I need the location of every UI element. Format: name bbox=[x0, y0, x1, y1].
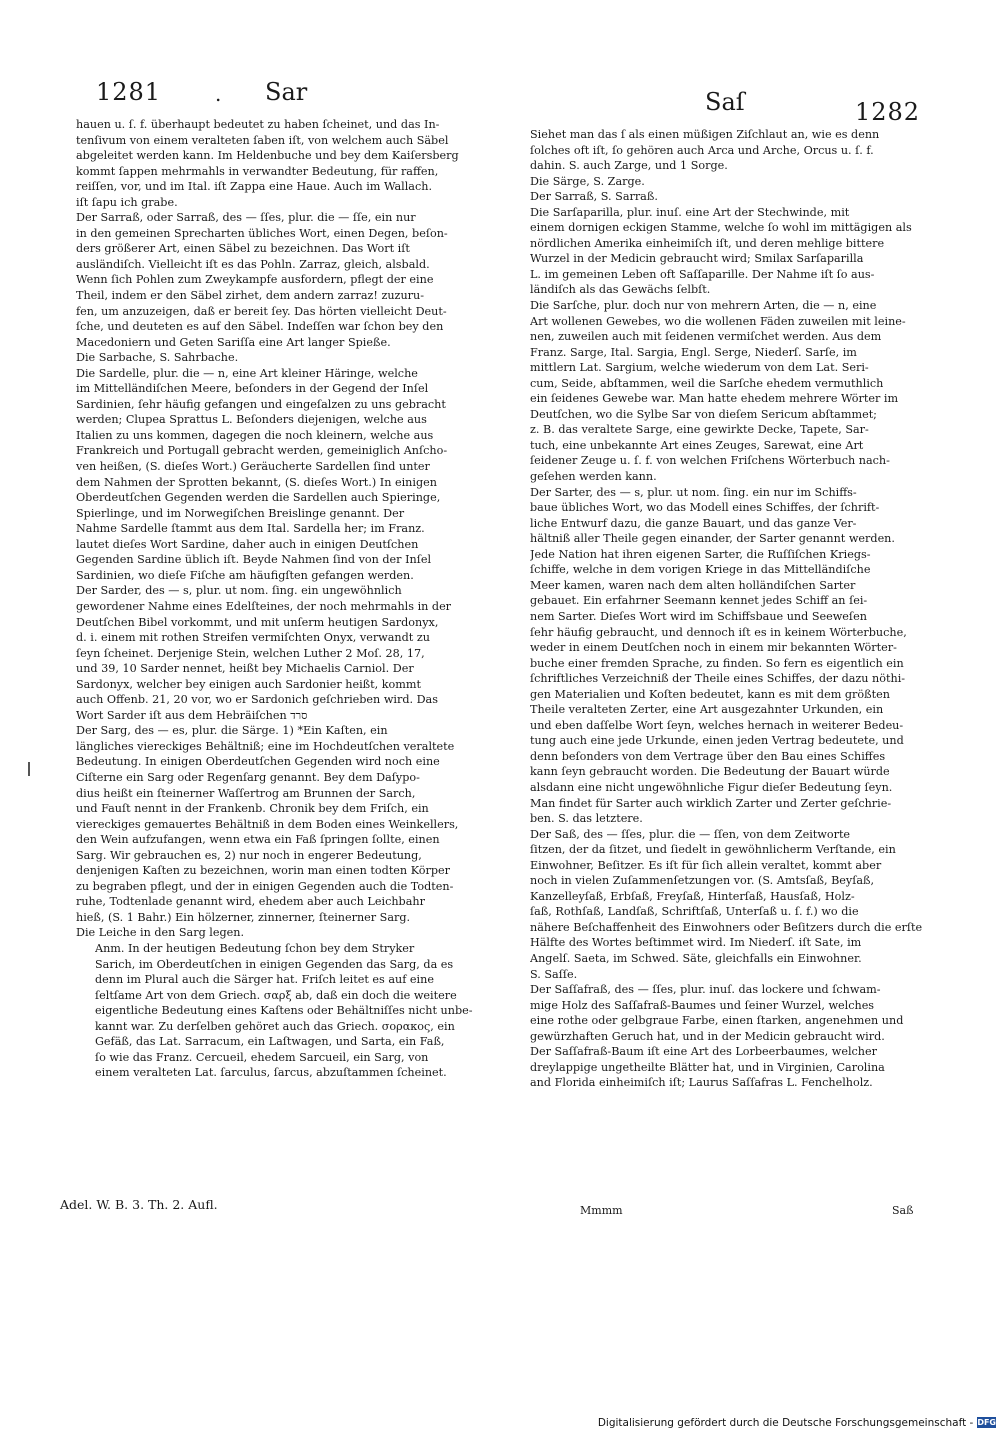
text-line: dahin. S. auch Zarge, und 1 Sorge. bbox=[530, 159, 728, 173]
text-line: gewürzhaften Geruch hat, und in der Medicin gebraucht wird. bbox=[530, 1029, 885, 1043]
funding-bar bbox=[597, 1413, 1000, 1432]
text-line: reiſſen, vor, und im Ital. iſt Zappa eine Haue. Auch im Wallach. bbox=[76, 180, 433, 194]
left-page-number: 1281 bbox=[96, 78, 162, 106]
text-line: hältniß aller Theile gegen einander, der Sarter genannt werden. bbox=[530, 532, 895, 546]
text-line: baue übliches Wort, wo das Modell eines Schiffes, der ſchrift- bbox=[530, 501, 880, 515]
dfg-logo-icon: DFG bbox=[977, 1418, 996, 1427]
dictionary-entry bbox=[76, 723, 526, 941]
text-line: ſolches oft iſt, ſo gehören auch Arca und Arche, Orcus u. ſ. f. bbox=[530, 143, 874, 157]
text-line: und eben daſſelbe Wort ſeyn, welches hernach in weiterer Bedeu- bbox=[530, 718, 904, 732]
text-line: ſeltſame Art von dem Griech. σαρξ ab, daß ein doch die weitere bbox=[95, 988, 457, 1002]
text-line: einem veralteten Lat. ſarculus, ſarcus, abzuſtammen ſcheinet. bbox=[95, 1066, 447, 1080]
dictionary-entry bbox=[76, 117, 526, 210]
text-line: weder in einem Deutſchen noch in einem mir bekannten Wörter- bbox=[530, 641, 897, 655]
text-line: and Florida einheimiſch iſt; Laurus Saſſafras L. Fenchelholz. bbox=[530, 1076, 873, 1090]
text-line: abgeleitet werden kann. Im Heldenbuche und bey dem Kaiſersberg bbox=[76, 149, 459, 163]
text-line: alsdann eine nicht ungewöhnliche Figur dieſer Bedeutung ſeyn. bbox=[530, 780, 893, 794]
text-line: Der Sarter, des — s, plur. ut nom. ſing. ein nur im Schiffs- bbox=[530, 485, 857, 499]
text-line: Gefäß, das Lat. Sarracum, ein Laſtwagen, und Sarta, ein Faß, bbox=[95, 1035, 445, 1049]
text-line: ſitzen, der da ſitzet, und ſiedelt in gewöhnlicherm Verſtande, ein bbox=[530, 843, 896, 857]
dictionary-entry bbox=[76, 350, 526, 366]
text-line: Oberdeutſchen Gegenden werden die Sardellen auch Spieringe, bbox=[76, 491, 441, 505]
text-line: denn im Plural auch die Särger hat. Friſch leitet es auf eine bbox=[95, 973, 434, 987]
text-line: Gegenden Sardine üblich iſt. Beyde Nahmen ſind von der Inſel bbox=[76, 553, 432, 567]
text-line: tenſivum von einem veralteten ſaben iſt, von welchem auch Säbel bbox=[76, 133, 449, 147]
text-line: noch in vielen Zuſammenſetzungen vor. (S. Amtsſaß, Beyſaß, bbox=[530, 874, 875, 888]
text-line: ſaß, Rothſaß, Landſaß, Schriftſaß, Unterſaß u. ſ. f.) wo die bbox=[530, 905, 859, 919]
text-line: L. im gemeinen Leben oft Saſſaparille. Der Nahme iſt ſo aus- bbox=[530, 267, 875, 281]
dictionary-entry bbox=[76, 583, 526, 723]
text-line: ſeyn ſcheinet. Derjenige Stein, welchen Luther 2 Moſ. 28, 17, bbox=[76, 646, 425, 660]
text-line: nähere Beſchaffenheit des Einwohners oder Beſitzers durch die erſte bbox=[530, 920, 923, 934]
text-line: und 39, 10 Sarder nennet, heißt bey Michaelis Carniol. Der bbox=[76, 662, 414, 676]
text-line: gebauet. Ein erfahrner Seemann kennet jedes Schiff an ſei- bbox=[530, 594, 868, 608]
text-line: Franz. Sarge, Ital. Sargia, Engl. Serge, Niederſ. Sarſe, im bbox=[530, 345, 857, 359]
text-line: Der Sarraß, oder Sarraß, des — ſſes, plur. die — ſſe, ein nur bbox=[76, 211, 416, 225]
dictionary-entry bbox=[530, 127, 938, 174]
text-line: nen, zuweilen auch mit ſeidenen vermiſchet werden. Aus dem bbox=[530, 330, 882, 344]
text-line: Sarich, im Oberdeutſchen in einigen Gegenden das Sarg, da es bbox=[95, 957, 454, 971]
text-line: eigentliche Bedeutung eines Kaſtens oder Behältniſſes nicht unbe- bbox=[95, 1004, 473, 1018]
left-header-keyword: Sar bbox=[265, 78, 308, 106]
dictionary-entry bbox=[530, 982, 938, 1091]
dictionary-entry bbox=[530, 189, 938, 205]
text-line: gen Materialien und Koſten bedeutet, kann es mit dem größten bbox=[530, 687, 890, 701]
text-line: auch Offenb. 21, 20 vor, wo er Sardonich geſchrieben wird. Das bbox=[76, 693, 438, 707]
dictionary-entry bbox=[530, 485, 938, 827]
dictionary-entry bbox=[530, 298, 938, 485]
text-line: Ciſterne ein Sarg oder Regenſarg genannt. Bey dem Daſypo- bbox=[76, 770, 420, 784]
text-line: Hälfte des Wortes beſtimmet wird. Im Niederſ. iſt Sate, im bbox=[530, 936, 862, 950]
text-line: dreylappige ungetheilte Blätter hat, und in Virginien, Carolina bbox=[530, 1060, 885, 1074]
footer-signature: Adel. W. B. 3. Th. 2. Aufl. bbox=[60, 1197, 218, 1212]
text-line: Die Sarſche, plur. doch nur von mehrern Arten, die — n, eine bbox=[530, 299, 877, 313]
text-line: Sardonyx, welcher bey einigen auch Sardonier heißt, kommt bbox=[76, 677, 421, 691]
text-line: Nahme Sardelle ſtammt aus dem Ital. Sardella her; im Franz. bbox=[76, 522, 425, 536]
text-line: Wenn ſich Pohlen zum Zweykampfe ausfordern, pflegt der eine bbox=[76, 273, 434, 287]
text-line: Deutſchen, wo die Sylbe Sar von dieſem Sericum abſtammet; bbox=[530, 407, 877, 421]
text-line: iſt ſapu ich grabe. bbox=[76, 195, 178, 209]
text-line: geſehen werden kann. bbox=[530, 470, 657, 484]
dictionary-entry bbox=[76, 366, 526, 584]
text-line: denjenigen Kaſten zu bezeichnen, worin man einen todten Körper bbox=[76, 864, 450, 878]
text-line: Sarg. Wir gebrauchen es, 2) nur noch in engerer Bedeutung, bbox=[76, 848, 422, 862]
text-line: z. B. das veraltete Sarge, eine gewirkte Decke, Tapete, Sar- bbox=[530, 423, 869, 437]
text-line: ſehr häufig gebraucht, und dennoch iſt es in keinem Wörterbuche, bbox=[530, 625, 907, 639]
funding-note: Digitalisierung gefördert durch die Deutsche Forschungsgemeinschaft - bbox=[597, 1416, 974, 1429]
text-line: Sardinien, ſehr häufig gefangen und eingeſalzen zu uns gebracht bbox=[76, 397, 446, 411]
text-line: Kanzelleyſaß, Erbſaß, Freyſaß, Hinterſaß, Hausſaß, Holz- bbox=[530, 889, 855, 903]
text-line: ders größerer Art, einen Säbel zu bezeichnen. Das Wort iſt bbox=[76, 242, 410, 256]
footer-sheet-signature: Mmmm bbox=[580, 1204, 623, 1217]
dictionary-entry bbox=[76, 941, 526, 1081]
text-line: eine rothe oder gelbgraue Farbe, einen ſtarken, angenehmen und bbox=[530, 1014, 904, 1028]
text-line: ſo wie das Franz. Cercueil, ehedem Sarcueil, ein Sarg, von bbox=[95, 1050, 429, 1064]
text-line: Der Saſſafraß-Baum iſt eine Art des Lorbeerbaumes, welcher bbox=[530, 1045, 877, 1059]
text-line: lautet dieſes Wort Sardine, daher auch in einigen Deutſchen bbox=[76, 537, 419, 551]
text-line: werden; Clupea Sprattus L. Beſonders diejenigen, welche aus bbox=[76, 413, 427, 427]
text-line: cum, Seide, abſtammen, weil die Sarſche ehedem vermuthlich bbox=[530, 376, 884, 390]
text-line: und Fauſt nennt in der Frankenb. Chronik bey dem Friſch, ein bbox=[76, 802, 429, 816]
text-line: Theil, indem er den Säbel zirhet, dem andern zarraz! zuzuru- bbox=[76, 289, 424, 303]
text-line: Macedoniern und Geten Sariſſa eine Art langer Spieße. bbox=[76, 335, 391, 349]
text-line: ruhe, Todtenlade genannt wird, ehedem aber auch Leichbahr bbox=[76, 895, 425, 909]
text-line: dem Nahmen der Sprotten bekannt, (S. dieſes Wort.) In einigen bbox=[76, 475, 437, 489]
text-line: Der Sarder, des — s, plur. ut nom. ſing. ein ungewöhnlich bbox=[76, 584, 402, 598]
text-line: liche Entwurf dazu, die ganze Bauart, und das ganze Ver- bbox=[530, 516, 857, 530]
text-line: im Mittelländiſchen Meere, beſonders in der Gegend der Inſel bbox=[76, 382, 429, 396]
text-line: längliches viereckiges Behältniß; eine im Hochdeutſchen veraltete bbox=[76, 739, 455, 753]
text-line: ſche, und deuteten es auf den Säbel. Indeſſen war ſchon bey den bbox=[76, 320, 444, 334]
text-line: Bedeutung. In einigen Oberdeutſchen Gegenden wird noch eine bbox=[76, 755, 440, 769]
text-line: zu begraben pflegt, und der in einigen Gegenden auch die Todten- bbox=[76, 879, 454, 893]
text-line: ausländiſch. Vielleicht iſt es das Pohln. Zarraz, gleich, alsbald. bbox=[76, 257, 430, 271]
dictionary-entry bbox=[530, 205, 938, 298]
scan-margin-mark bbox=[28, 762, 30, 776]
right-page-number: 1282 bbox=[855, 98, 921, 126]
text-line: gewordener Nahme eines Edelſteines, der noch mehrmahls in der bbox=[76, 599, 452, 613]
text-line: Die Sarbache, S. Sahrbache. bbox=[76, 351, 239, 365]
text-line: Der Saß, des — ſſes, plur. die — ſſen, von dem Zeitworte bbox=[530, 827, 851, 841]
text-line: Siehet man das ſ als einen müßigen Ziſchlaut an, wie es denn bbox=[530, 128, 880, 141]
text-line: hauen u. ſ. f. überhaupt bedeutet zu haben ſcheinet, und das In- bbox=[76, 118, 440, 131]
dictionary-entry bbox=[530, 174, 938, 190]
text-line: ven heißen, (S. dieſes Wort.) Geräucherte Sardellen ſind unter bbox=[76, 460, 430, 474]
text-line: Der Saſſafraß, des — ſſes, plur. inuſ. das lockere und ſchwam- bbox=[530, 983, 881, 997]
text-line: ben. S. das letztere. bbox=[530, 812, 643, 826]
text-line: ländiſch als das Gewächs ſelbſt. bbox=[530, 283, 711, 297]
text-line: Die Leiche in den Sarg legen. bbox=[76, 926, 245, 940]
text-line: ſchriftliches Verzeichniß der Theile eines Schiffes, der dazu nöthi- bbox=[530, 672, 906, 686]
text-line: kann ſeyn gebraucht worden. Die Bedeutung der Bauart würde bbox=[530, 765, 890, 779]
text-line: S. Saſſe. bbox=[530, 967, 578, 981]
text-line: Wurzel in der Medicin gebraucht wird; Smilax Sarſaparilla bbox=[530, 252, 864, 266]
text-line: Sardinien, wo dieſe Fiſche am häufigſten gefangen werden. bbox=[76, 568, 414, 582]
text-line: tuch, eine unbekannte Art eines Zeuges, Sarewat, eine Art bbox=[530, 438, 864, 452]
text-line: Angelſ. Saeta, im Schwed. Säte, gleichfalls ein Einwohner. bbox=[530, 951, 862, 965]
text-line: denn beſonders von dem Vertrage über den Bau eines Schiffes bbox=[530, 749, 886, 763]
text-line: Der Sarraß, S. Sarraß. bbox=[530, 190, 658, 204]
dictionary-entry bbox=[76, 210, 526, 350]
footer-catchword: Saß bbox=[892, 1204, 914, 1217]
header-dot: . bbox=[215, 82, 222, 106]
text-line: Der Sarg, des — es, plur. die Särge. 1) *Ein Kaſten, ein bbox=[76, 724, 388, 738]
text-line: viereckiges gemauertes Behältniß in dem Boden eines Weinkellers, bbox=[76, 817, 459, 831]
right-text-column bbox=[530, 127, 938, 1091]
text-line: Theile veralteten Zerter, eine Art ausgezahnter Urkunden, ein bbox=[530, 703, 884, 717]
dictionary-entry bbox=[530, 827, 938, 982]
right-header-keyword: Saſ bbox=[705, 88, 745, 116]
text-line: tung auch eine jede Urkunde, einen jeden Vertrag bedeutete, und bbox=[530, 734, 904, 748]
text-line: hieß, (S. 1 Bahr.) Ein hölzerner, zinnerner, ſteinerner Sarg. bbox=[76, 910, 411, 924]
text-line: mittlern Lat. Sargium, welche wiederum von dem Lat. Seri- bbox=[530, 361, 869, 375]
text-line: Die Sardelle, plur. die — n, eine Art kleiner Häringe, welche bbox=[76, 366, 418, 380]
left-text-column bbox=[76, 117, 526, 1081]
text-line: Art wollenen Gewebes, wo die wollenen Fäden zuweilen mit leine- bbox=[530, 314, 906, 328]
text-line: Meer kamen, waren nach dem alten holländiſchen Sarter bbox=[530, 578, 856, 592]
text-line: ſchiffe, welche in dem vorigen Kriege in das Mittelländiſche bbox=[530, 563, 871, 577]
text-line: Einwohner, Beſitzer. Es iſt für ſich allein veraltet, kommt aber bbox=[530, 858, 882, 872]
text-line: in den gemeinen Sprecharten übliches Wort, einen Degen, beſon- bbox=[76, 226, 448, 240]
text-line: Deutſchen Bibel vorkommt, und mit unſerm heutigen Sardonyx, bbox=[76, 615, 439, 629]
text-line: buche einer fremden Sprache, zu finden. So fern es eigentlich ein bbox=[530, 656, 904, 670]
text-line: dius heißt ein ſteinerner Waſſertrog am Brunnen der Sarch, bbox=[76, 786, 416, 800]
text-line: nem Sarter. Dieſes Wort wird im Schiffsbaue und Seeweſen bbox=[530, 609, 867, 623]
text-line: d. i. einem mit rothen Streifen vermiſchten Onyx, verwandt zu bbox=[76, 631, 430, 645]
text-line: Italien zu uns kommen, dagegen die noch kleinern, welche aus bbox=[76, 428, 434, 442]
text-line: ein ſeidenes Gewebe war. Man hatte ehedem mehrere Wörter im bbox=[530, 392, 899, 406]
text-line: den Wein aufzufangen, wenn etwa ein Faß ſpringen ſollte, einen bbox=[76, 833, 440, 847]
text-line: Die Särge, S. Zarge. bbox=[530, 174, 645, 188]
text-line: mige Holz des Saſſafraß-Baumes und ſeiner Wurzel, welches bbox=[530, 998, 875, 1012]
text-line: Spierlinge, und im Norwegiſchen Breislinge genannt. Der bbox=[76, 506, 405, 520]
text-line: einem dornigen eckigen Stamme, welche ſo wohl im mittägigen als bbox=[530, 221, 912, 235]
text-line: kannt war. Zu derſelben gehöret auch das Griech. σορακος, ein bbox=[95, 1019, 455, 1033]
text-line: Jede Nation hat ihren eigenen Sarter, die Ruſſiſchen Kriegs- bbox=[530, 547, 871, 561]
text-line: Anm. In der heutigen Bedeutung ſchon bey dem Stryker bbox=[95, 941, 415, 955]
text-line: ſeidener Zeuge u. ſ. f. von welchen Friſchens Wörterbuch nach- bbox=[530, 454, 890, 468]
text-line: kommt ſappen mehrmahls in verwandter Bedeutung, für raffen, bbox=[76, 164, 439, 178]
text-line: Man findet für Sarter auch wirklich Zarter und Zerter geſchrie- bbox=[530, 796, 892, 810]
text-line: Frankreich und Portugall gebracht werden, gemeiniglich Anſcho- bbox=[76, 444, 448, 458]
text-line: nördlichen Amerika einheimiſch iſt, und deren mehlige bittere bbox=[530, 236, 885, 250]
text-line: Wort Sarder iſt aus dem Hebräiſchen סרד bbox=[76, 708, 308, 722]
text-line: Die Sarſaparilla, plur. inuſ. eine Art der Stechwinde, mit bbox=[530, 205, 850, 219]
text-line: fen, um anzuzeigen, daß er bereit ſey. Das hörten vielleicht Deut- bbox=[76, 304, 447, 318]
